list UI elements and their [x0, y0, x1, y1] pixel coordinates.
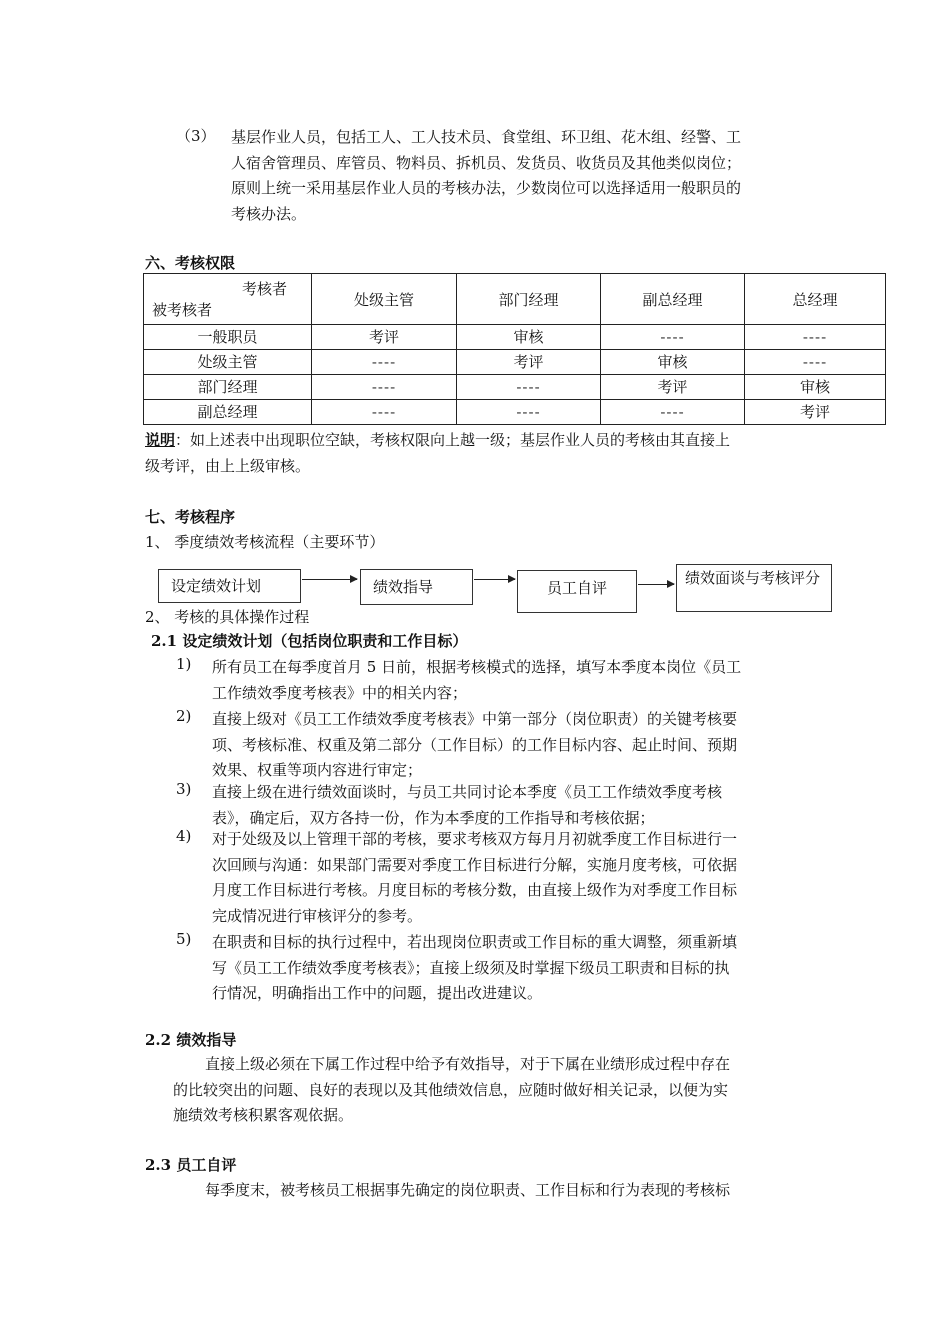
table-row — [144, 375, 886, 400]
list-item-line: 次回顾与沟通：如果部门需要对季度工作目标进行分解，实施月度考核，可依据 — [212, 855, 738, 874]
list-item-line: 工作绩效季度考核表》中的相关内容； — [212, 683, 468, 702]
section-7-title: 七、考核程序 — [145, 508, 236, 526]
column-header: 处级主管 — [312, 274, 457, 325]
paragraph-line: 的比较突出的问题、良好的表现以及其他绩效信息，应随时做好相关记录，以便为实 — [173, 1080, 729, 1099]
section-2-3-title: 2.3 员工自评 — [145, 1156, 237, 1174]
table-cell: ---- — [457, 400, 601, 425]
flow-arrow — [474, 579, 515, 580]
section-2-2-body — [173, 1052, 823, 1129]
item-3-line: 考核办法。 — [231, 204, 307, 223]
flow-arrow — [302, 579, 357, 580]
list-item-line: 直接上级对《员工工作绩效季度考核表》中第一部分（岗位职责）的关键考核要 — [212, 710, 738, 728]
table-corner-cell — [144, 274, 312, 325]
item-3-text — [231, 125, 831, 227]
list-item-line: 项、考核标准、权重及第二部分（工作目标）的工作目标内容、起止时间、预期 — [212, 735, 738, 754]
table-cell: ---- — [745, 350, 886, 375]
flow-step-guidance: 绩效指导 — [360, 569, 473, 605]
row-header: 一般职员 — [144, 325, 312, 350]
flow-step-set-plan: 设定绩效计划 — [158, 569, 301, 603]
table-cell: 审核 — [457, 325, 601, 350]
row-header: 处级主管 — [144, 350, 312, 375]
table-cell: ---- — [601, 400, 745, 425]
table-cell: ---- — [457, 375, 601, 400]
flow-arrow — [638, 584, 674, 585]
table-cell: 考评 — [601, 375, 745, 400]
paragraph-line: 直接上级必须在下属工作过程中给予有效指导，对于下属在业绩形成过程中存在 — [205, 1055, 731, 1073]
list-item — [212, 827, 812, 929]
table-note — [145, 428, 825, 479]
table-row — [144, 400, 886, 425]
corner-evaluatee-label: 被考核者 — [152, 301, 213, 319]
subsection-2-title: 2、 考核的具体操作过程 — [145, 608, 310, 626]
list-item-number: 2) — [176, 707, 192, 725]
item-3-line: 原则上统一采用基层作业人员的考核办法，少数岗位可以选择适用一般职员的 — [231, 179, 742, 197]
column-header: 总经理 — [745, 274, 886, 325]
table-cell: ---- — [312, 350, 457, 375]
table-cell: ---- — [312, 400, 457, 425]
list-item-number: 3) — [176, 780, 192, 798]
list-item — [212, 707, 812, 784]
authority-table — [143, 273, 886, 425]
table-cell: 审核 — [601, 350, 745, 375]
item-3-number: （3） — [176, 127, 216, 145]
column-header: 副总经理 — [601, 274, 745, 325]
table-cell: ---- — [745, 325, 886, 350]
section-2-1-title: 2.1 设定绩效计划（包括岗位职责和工作目标） — [151, 632, 468, 650]
list-item-line: 完成情况进行审核评分的参考。 — [212, 906, 423, 925]
table-cell: ---- — [312, 375, 457, 400]
list-item-number: 1) — [176, 655, 192, 673]
item-3-line: 人宿舍管理员、库管员、物料员、拆机员、发货员、收货员及其他类似岗位； — [231, 153, 742, 172]
note-text: ：如上述表中出现职位空缺，考核权限向上越一级；基层作业人员的考核由其直接上 — [175, 431, 731, 449]
list-item-number: 5) — [176, 930, 192, 948]
list-item-line: 直接上级在进行绩效面谈时，与员工共同讨论本季度《员工工作绩效季度考核 — [212, 783, 723, 801]
list-item-line: 行情况，明确指出工作中的问题，提出改进建议。 — [212, 984, 543, 1002]
table-note-line — [145, 428, 825, 454]
list-item-line: 表》，确定后，双方各持一份，作为本季度的工作指导和考核依据； — [212, 808, 655, 827]
list-item-line: 效果、权重等项内容进行审定； — [212, 761, 423, 779]
table-cell: ---- — [601, 325, 745, 350]
section-6-title: 六、考核权限 — [145, 254, 236, 272]
flow-step-self-eval: 员工自评 — [517, 570, 637, 613]
corner-evaluator-label: 考核者 — [241, 280, 287, 298]
list-item-number: 4) — [176, 827, 192, 845]
table-cell: 考评 — [312, 325, 457, 350]
paragraph-line: 施绩效考核积累客观依据。 — [173, 1106, 354, 1124]
list-item-line: 所有员工在每季度首月 5 日前，根据考核模式的选择，填写本季度本岗位《员工 — [212, 658, 742, 676]
table-header-row — [144, 274, 886, 325]
table-row — [144, 350, 886, 375]
table-cell: 考评 — [457, 350, 601, 375]
table-cell: 考评 — [745, 400, 886, 425]
section-2-3-body: 每季度末，被考核员工根据事先确定的岗位职责、工作目标和行为表现的考核标 — [205, 1181, 731, 1199]
note-label: 说明 — [145, 431, 176, 449]
item-3-line: 基层作业人员，包括工人、工人技术员、食堂组、环卫组、花木组、经警、工 — [231, 128, 742, 146]
row-header: 部门经理 — [144, 375, 312, 400]
list-item-line: 月度工作目标进行考核。月度目标的考核分数，由直接上级作为对季度工作目标 — [212, 881, 738, 899]
subsection-1-title: 1、 季度绩效考核流程（主要环节） — [145, 533, 385, 551]
note-text: 级考评，由上上级审核。 — [145, 456, 311, 475]
list-item — [212, 655, 812, 706]
row-header: 副总经理 — [144, 400, 312, 425]
list-item — [212, 780, 812, 831]
flow-step-interview: 绩效面谈与考核评分 — [676, 564, 832, 612]
section-2-2-title: 2.2 绩效指导 — [145, 1031, 237, 1049]
column-header: 部门经理 — [457, 274, 601, 325]
list-item-line: 对于处级及以上管理干部的考核，要求考核双方每月月初就季度工作目标进行一 — [212, 830, 738, 848]
table-row — [144, 325, 886, 350]
list-item — [212, 930, 812, 1007]
list-item-line: 写《员工工作绩效季度考核表》；直接上级须及时掌握下级员工职责和目标的执 — [212, 958, 730, 977]
table-cell: 审核 — [745, 375, 886, 400]
list-item-line: 在职责和目标的执行过程中，若出现岗位职责或工作目标的重大调整，须重新填 — [212, 933, 738, 951]
